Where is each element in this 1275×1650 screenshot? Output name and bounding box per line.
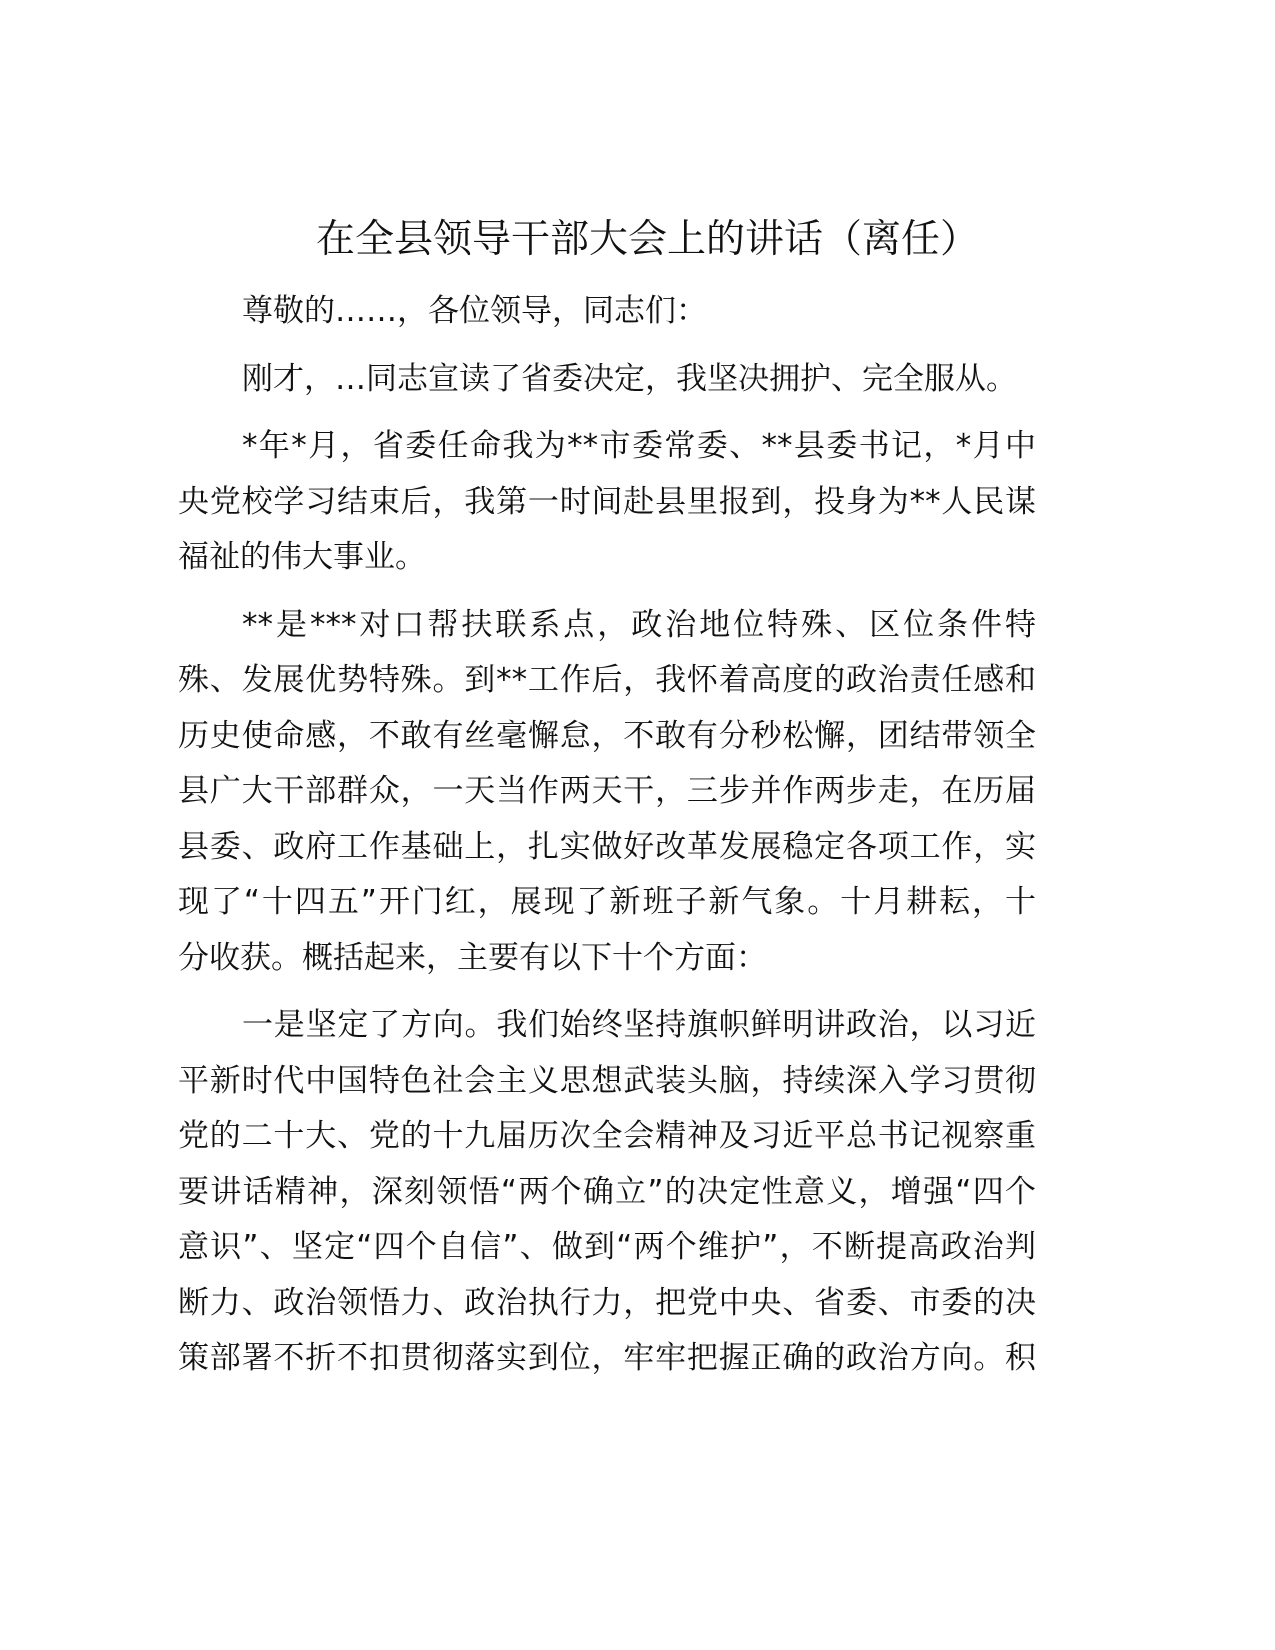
text-line: 要讲话精神，深刻领悟“两个确立”的决定性意义，增强“四个 [178,1173,1036,1210]
text-line: 县委、政府工作基础上，扎实做好改革发展稳定各项工作，实 [178,828,1036,865]
document-title: 在全县领导干部大会上的讲话（离任） [315,217,979,262]
text-line: 历史使命感，不敢有丝毫懈怠，不敢有分秒松懈，团结带领全 [178,717,1036,754]
text-line: 福祉的伟大事业。 [178,539,426,575]
text-line: 尊敬的……，各位领导，同志们： [242,293,707,329]
text-line: *年*月，省委任命我为**市委常委、**县委书记，*月中 [242,428,1036,464]
text-line: **是***对口帮扶联系点，政治地位特殊、区位条件特 [242,606,1036,643]
text-line: 策部署不折不扣贯彻落实到位，牢牢把握正确的政治方向。积 [178,1340,1036,1376]
paragraph [178,598,1036,987]
text-line: 断力、政治领悟力、政治执行力，把党中央、省委、市委的决 [178,1284,1036,1321]
paragraph [178,419,1036,586]
text-line: 平新时代中国特色社会主义思想武装头脑，持续深入学习贯彻 [178,1062,1036,1099]
text-line: 分收获。概括起来，主要有以下十个方面： [178,939,767,976]
text-line: 央党校学习结束后，我第一时间赴县里报到，投身为**人民谋 [178,483,1036,520]
paragraph [178,284,1036,340]
text-line: 殊、发展优势特殊。到**工作后，我怀着高度的政治责任感和 [178,662,1036,698]
paragraph [178,998,1036,1387]
text-line: 刚才，…同志宣读了省委决定，我坚决拥护、完全服从。 [242,360,1017,397]
text-line: 一是坚定了方向。我们始终坚持旗帜鲜明讲政治，以习近 [242,1007,1036,1043]
document-body [178,284,1036,1399]
text-line: 县广大干部群众，一天当作两天干，三步并作两步走，在历届 [178,773,1036,809]
text-line: 党的二十大、党的十九届历次全会精神及习近平总书记视察重 [178,1118,1036,1154]
text-line: 现了“十四五”开门红，展现了新班子新气象。十月耕耘，十 [178,884,1036,920]
paragraph [178,352,1036,408]
text-line: 意识”、坚定“四个自信”、做到“两个维护”，不断提高政治判 [178,1229,1036,1265]
